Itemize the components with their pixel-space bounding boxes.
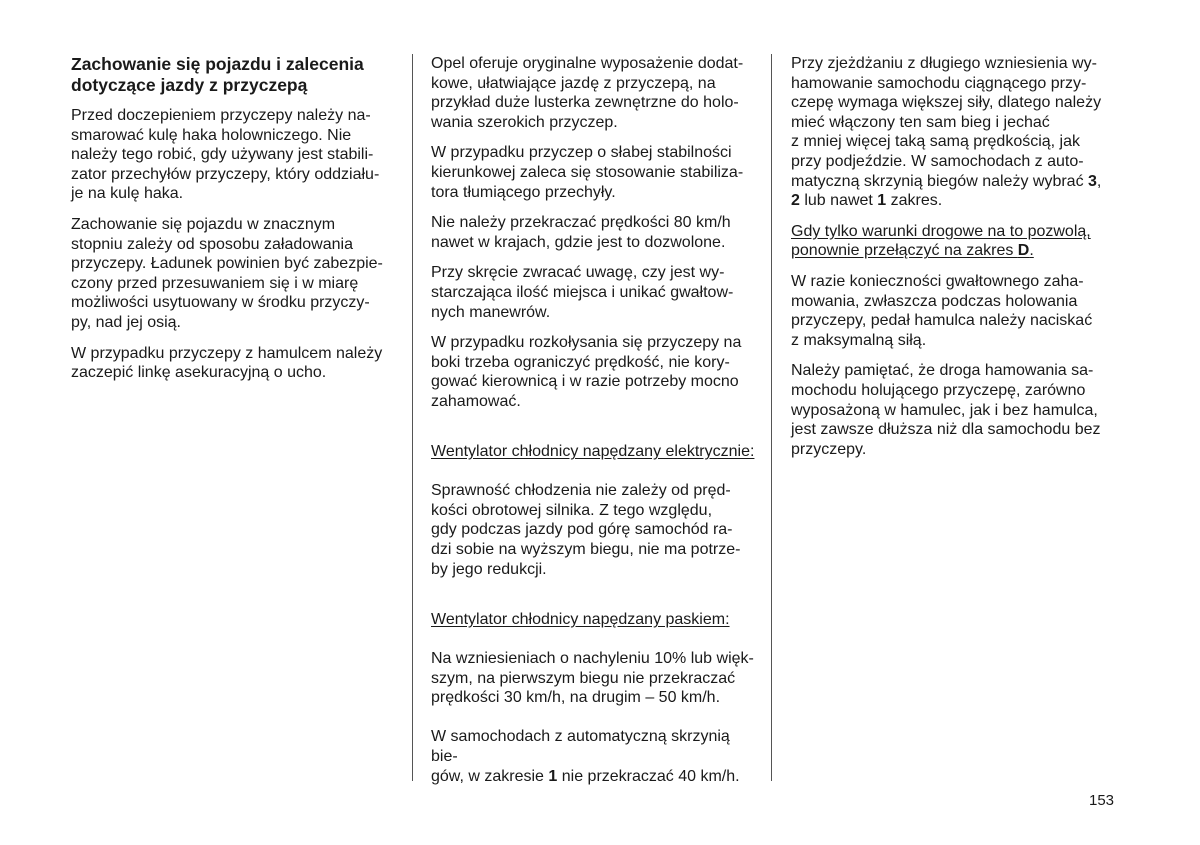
belt-fan-block xyxy=(431,590,757,786)
switch-back-end: . xyxy=(1029,242,1034,260)
electric-fan-heading: Wentylator chłodnicy napędzany elektrycznie: xyxy=(431,443,755,461)
right-column xyxy=(791,54,1117,470)
gear-3-label: 3 xyxy=(1088,172,1097,190)
gear-d-label: D xyxy=(1017,242,1030,260)
paragraph-accessories: Opel oferuje oryginalne wyposażenie dodat- kowe, ułatwiające jazdę z przyczepą, na przykład duże lusterka zewnętrzne do holo- wania szerokich przyczep. xyxy=(431,55,744,131)
paragraph-speed-limit: Nie należy przekraczać prędkości 80 km/h nawet w krajach, gdzie jest to dozwolone. xyxy=(431,214,731,251)
paragraph-load-distribution: Zachowanie się pojazdu w znacznym stopniu zależy od sposobu załadowania przyczepy. Ładunek powinien być zabezpie- czony przed przesuwaniem się i w miarę możliwości usytuowany w środku przyczy- py, nad jej osią. xyxy=(71,215,383,331)
paragraph-emergency-braking: W razie konieczności gwałtownego zaha- mowania, zwłaszcza podczas holowania przyczepy, pedał hamulca należy naciskać z maksymalną siłą. xyxy=(791,272,1093,349)
paragraph-safety-cable: W przypadku przyczepy z hamulcem należy zaczepić linkę asekuracyjną o ucho. xyxy=(71,344,383,382)
paragraph-hitch-ball: Przed doczepieniem przyczepy należy na- smarować kulę haka holowniczego. Nie należy tego robić, gdy używany jest stabili- zator przechyłów przyczepy, który oddziału- je na kulę haka. xyxy=(71,107,380,203)
switch-back-text: Gdy tylko warunki drogowe na to pozwolą, ponownie przełączyć na zakres xyxy=(791,222,1091,260)
page-number: 153 xyxy=(1089,792,1115,809)
paragraph-switch-back xyxy=(791,222,1117,261)
column-divider xyxy=(771,54,772,781)
paragraph-turning: Przy skręcie zwracać uwagę, czy jest wy- starczająca ilość miejsca i unikać gwałtow- nych manewrów. xyxy=(431,264,734,321)
belt-fan-text: Na wzniesieniach o nachyleniu 10% lub więk- szym, na pierwszym biegu nie przekraczać prędkości 30 km/h, na drugim – 50 km/h. xyxy=(431,650,754,707)
gear-1-label: 1 xyxy=(548,767,558,785)
left-column xyxy=(71,54,397,394)
electric-fan-block xyxy=(431,423,757,580)
middle-column xyxy=(431,54,757,797)
downhill-text: Przy zjeżdżaniu z długiego wzniesienia wy- hamowanie samochodu ciągnącego przy- czepę wymaga większej siły, dlatego należy mieć włączony ten sam bieg i jechać z mniej więcej taką samą prędkością, jak przy podjeździe. W samochodach z auto- matyczną skrzynią biegów należy wybrać xyxy=(791,55,1102,190)
automatic-text-before: W samochodach z automatyczną skrzynią bie- gów, w zakresie xyxy=(431,728,730,785)
belt-fan-heading: Wentylator chłodnicy napędzany paskiem: xyxy=(431,610,730,628)
paragraph-sway: W przypadku rozkołysania się przyczepy na boki trzeba ograniczyć prędkość, nie kory- gować kierownicą i w razie potrzeby mocno zahamować. xyxy=(431,334,742,410)
electric-fan-text: Sprawność chłodzenia nie zależy od pręd- kości obrotowej silnika. Z tego względu, gdy podczas jazdy pod górę samochód ra- dzi sobie na wyższym biegu, nie ma potrze- by jego redukcji. xyxy=(431,482,741,578)
paragraph-stabilizer: W przypadku przyczep o słabej stabilności kierunkowej zaleca się stosowanie stabiliza- tora tłumiącego przechyły. xyxy=(431,144,744,201)
automatic-text-after: nie przekraczać 40 km/h. xyxy=(557,767,740,785)
gear-1-label: 1 xyxy=(877,192,887,210)
downhill-middle: lub nawet xyxy=(799,192,878,210)
column-divider xyxy=(412,54,413,781)
downhill-end: zakres. xyxy=(886,192,943,210)
downhill-comma: , xyxy=(1096,172,1102,190)
section-heading: Zachowanie się pojazdu i zalecenia dotyczące jazdy z przyczepą xyxy=(71,54,364,95)
gear-2-label: 2 xyxy=(791,192,800,210)
paragraph-braking-distance: Należy pamiętać, że droga hamowania sa- mochodu holującego przyczepę, zarówno wyposażoną w hamulec, jak i bez hamulca, jest zawsze dłuższa niż dla samochodu bez przyczepy. xyxy=(791,362,1101,458)
paragraph-downhill xyxy=(791,54,1117,211)
